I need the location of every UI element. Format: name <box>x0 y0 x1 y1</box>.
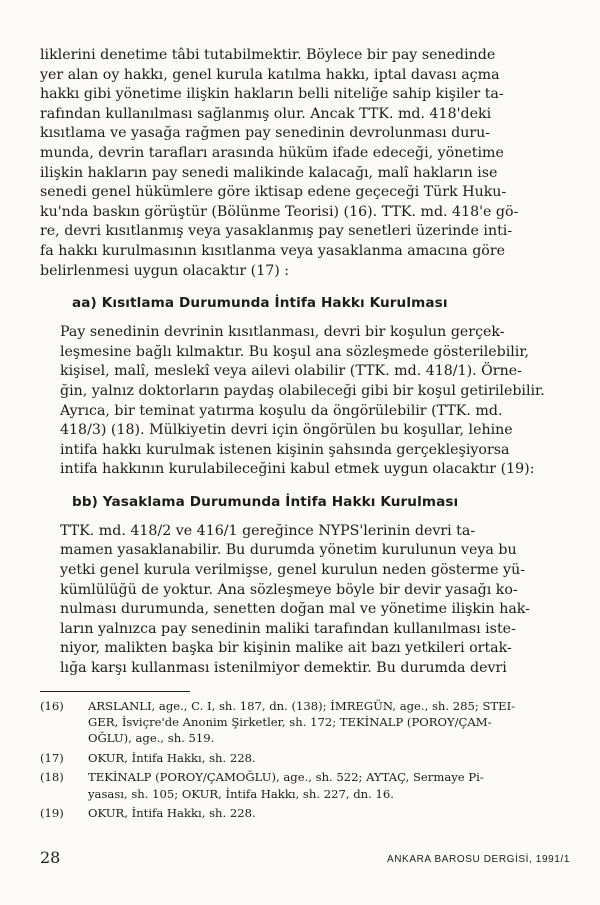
footnote-text: OKUR, İntifa Hakkı, sh. 228. <box>88 750 256 765</box>
footnotes <box>40 698 570 822</box>
paragraph-2 <box>40 323 570 480</box>
footnote <box>40 805 570 821</box>
page-number: 28 <box>40 848 61 867</box>
text-line: yetki genel kurula verilmişse, genel kurulun neden gösterme yü- <box>60 562 525 579</box>
text-line: mamen yasaklanabilir. Bu durumda yönetim kurulunun veya bu <box>60 542 517 559</box>
text-line: ların yalnızca pay senedinin maliki tarafından kullanılması iste- <box>60 620 516 637</box>
text-line: niyor, malikten başka bir kişinin malike ait bazı yetkileri ortak- <box>60 640 512 657</box>
text-line: intifa hakkı kurulmak istenen kişinin şahsında gerçekleşiyorsa <box>60 441 510 458</box>
text-line: kısıtlama ve yasağa rağmen pay senedinin devrolunması duru- <box>40 125 491 142</box>
footnote-number: (17) <box>40 750 64 765</box>
paragraph-3 <box>40 522 570 679</box>
text-line: Pay senedinin devrinin kısıtlanması, devri bir koşulun gerçek- <box>60 324 505 341</box>
text-line: yer alan oy hakkı, genel kurula katılma hakkı, iptal davası açma <box>40 66 500 83</box>
footnote-number: (18) <box>40 770 64 785</box>
footnote-number: (16) <box>40 698 64 713</box>
text-line: hakkı gibi yönetime ilişkin hakların belli niteliğe sahip kişiler ta- <box>40 86 504 103</box>
text-line: belirlenmesi uygun olacaktır (17) : <box>40 262 290 279</box>
text-line: senedi genel hükümlere göre iktisap edene geçeceği Türk Huku- <box>40 184 507 201</box>
text-line: ku'nda baskın görüştür (Bölünme Teorisi) (16). TTK. md. 418'e gö- <box>40 203 519 220</box>
text-line: ğin, yalnız doktorların paydaş olabileceği gibi bir koşul getirilebilir. <box>60 382 545 399</box>
heading-bb: bb) Yasaklama Durumunda İntifa Hakkı Kurulması <box>72 493 459 510</box>
footnote <box>40 698 570 747</box>
text-line: Ayrıca, bir teminat yatırma koşulu da öngörülebilir (TTK. md. <box>60 402 503 419</box>
document-page <box>40 46 570 824</box>
text-line: lığa karşı kullanması istenilmiyor demektir. Bu durumda devri <box>60 660 507 677</box>
footnote-text: OKUR, İntifa Hakkı, sh. 228. <box>88 806 256 821</box>
text-line: 418/3) (18). Mülkiyetin devri için öngörülen bu koşullar, lehine <box>60 422 513 439</box>
footnote-text: OĞLU), age., sh. 519. <box>88 731 215 746</box>
footnote-text: ARSLANLI, age., C. I, sh. 187, dn. (138); İMREGÜN, age., sh. 285; STEI- <box>88 698 516 713</box>
text-line: re, devri kısıtlanmış veya yasaklanmış pay senetleri üzerinde inti- <box>40 223 513 240</box>
footnote-divider <box>40 691 190 692</box>
footnote-text: GER, İsviçre'de Anonim Şirketler, sh. 172; TEKİNALP (POROY/ÇAM- <box>88 715 492 730</box>
text-line: intifa hakkının kurulabileceğini kabul etmek uygun olacaktır (19): <box>60 461 535 478</box>
text-line: munda, devrin tarafları arasında hüküm ifade edeceği, yönetime <box>40 144 504 161</box>
paragraph-1 <box>40 46 570 281</box>
text-line: kişisel, malî, meslekî veya ailevi olabilir (TTK. md. 418/1). Örne- <box>60 363 522 380</box>
text-line: TTK. md. 418/2 ve 416/1 gereğince NYPS'lerinin devri ta- <box>60 522 476 539</box>
footnote-text: yasası, sh. 105; OKUR, İntifa Hakkı, sh. 227, dn. 16. <box>88 786 394 801</box>
footnote-text: TEKİNALP (POROY/ÇAMOĞLU), age., sh. 522; AYTAÇ, Sermaye Pi- <box>88 770 484 785</box>
text-line: leşmesine bağlı kılmaktır. Bu koşul ana sözleşmede gösterilebilir, <box>60 343 530 360</box>
footnote <box>40 750 570 766</box>
footnote-number: (19) <box>40 806 64 821</box>
text-line: liklerini denetime tâbi tutabilmektir. Böylece bir pay senedinde <box>40 47 496 63</box>
text-line: nulması durumunda, senetten doğan mal ve yönetime ilişkin hak- <box>60 601 530 618</box>
journal-name: ANKARA BAROSU DERGİSİ, 1991/1 <box>386 854 570 865</box>
footnote <box>40 769 570 802</box>
page-footer <box>40 848 570 872</box>
text-line: rafından kullanılması sağlanmış olur. Ancak TTK. md. 418'deki <box>40 105 492 122</box>
text-line: ilişkin hakların pay senedi malikinde kalacağı, malî hakların ise <box>40 164 498 181</box>
heading-aa: aa) Kısıtlama Durumunda İntifa Hakkı Kurulması <box>72 295 448 312</box>
text-line: kümlülüğü de yoktur. Ana sözleşmeye böyle bir devir yasağı ko- <box>60 581 518 598</box>
text-line: fa hakkı kurulmasının kısıtlanma veya yasaklanma amacına göre <box>40 242 506 259</box>
